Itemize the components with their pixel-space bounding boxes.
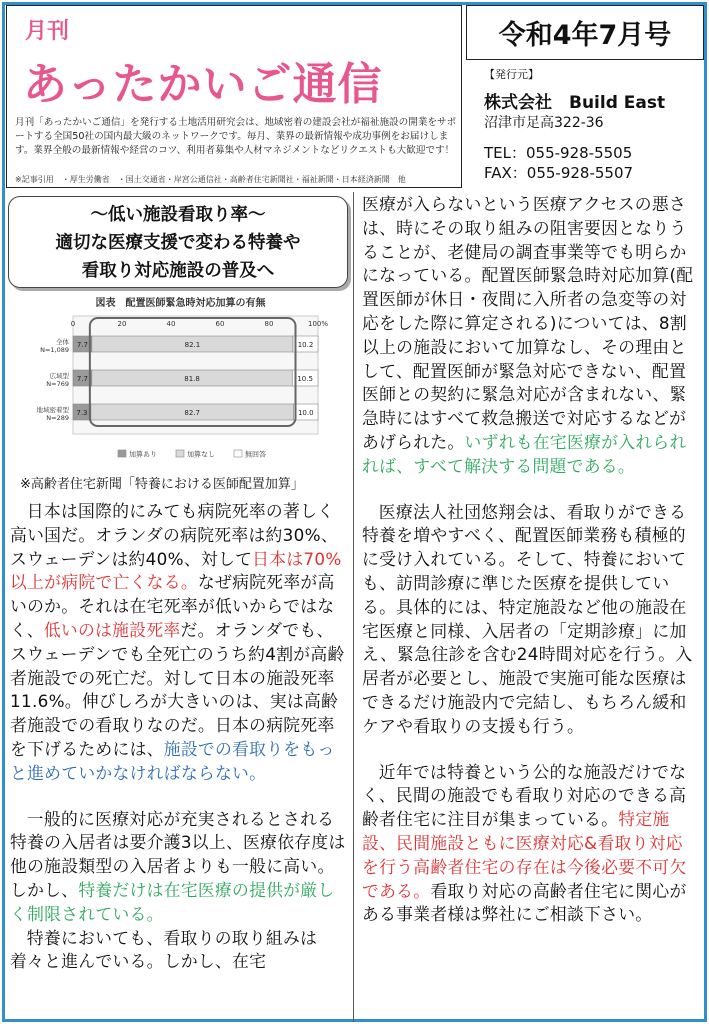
chart-svg: [8, 290, 353, 468]
text-span: 看取り対応の高齢者住宅に関心がある事業者様は弊社にご相談下さい。: [362, 880, 687, 925]
highlight-red: 特定施設、民間施設ともに医療対応&看取り対応を行う高齢者住宅の存在は今後必要不可欠である。: [362, 809, 687, 901]
data-label: 82.7: [184, 409, 200, 417]
legend-swatch: [118, 450, 126, 457]
category-n: N=289: [46, 414, 69, 422]
category-label: 地域密着型: [36, 406, 69, 414]
category-n: N=769: [46, 380, 69, 388]
data-label: 82.1: [184, 341, 201, 349]
publisher-fax: FAX：055-928-5507: [484, 164, 634, 182]
data-label: 7.3: [76, 409, 88, 417]
category-label: 広域型: [49, 372, 69, 380]
axis-tick-label: 60: [215, 320, 225, 328]
masthead-credits: ※記事引用 ・厚生労働省 ・国土交通省・岸宮公通信社・高齢者住宅新聞社・福祉新聞・日本経済新聞 他: [15, 175, 406, 184]
data-label: 10.2: [297, 341, 314, 349]
masthead-small-title: 月刊: [25, 19, 70, 44]
axis-tick-label: 40: [166, 320, 176, 328]
publisher-address: 沼津市足高322-36: [484, 115, 604, 131]
column-divider: [353, 192, 354, 1022]
publisher-company: 株式会社 Build East: [484, 93, 666, 113]
legend-swatch: [176, 450, 184, 457]
left-column: [10, 500, 350, 974]
chart-title: 図表 配置医師緊急時対応加算の有無: [95, 298, 266, 309]
legend-swatch: [234, 450, 242, 457]
headline-line-2: 適切な医療支援で変わる特養や: [55, 233, 301, 253]
legend-label: 無回答: [245, 450, 266, 459]
headline-line-3: 看取り対応施設の普及へ: [81, 261, 275, 281]
left-paragraph-1: [10, 500, 350, 786]
masthead: [6, 5, 462, 188]
data-label: 7.7: [76, 341, 89, 349]
data-label: 81.8: [184, 375, 200, 383]
axis-tick-label: 20: [117, 320, 127, 328]
category-n: N=1,089: [40, 346, 69, 354]
axis-tick-label: 100%: [307, 320, 329, 328]
highlight-blue: 施設での看取りをもっと進めていかなければならない。: [10, 738, 335, 783]
headline-line-1: ～低い施設看取り率～: [90, 205, 266, 225]
data-label: 7.7: [76, 375, 89, 383]
axis-tick-label: 0: [70, 320, 76, 328]
right-paragraph-1: [362, 193, 699, 479]
left-paragraph-3: 特養においても、看取りの取り組みは着々と進んでいる。しかし、在宅: [10, 927, 318, 972]
category-label: 全体: [56, 338, 69, 346]
masthead-intro: 月刊「あったかいご通信」を発行する土地活用研究会は、地域密着の建設会社が福祉施設の開業をサポートする全国50社の国内最大級のネットワークです。毎月、業界の最新情報や成功事例をお届けします。業界全般の最新情報や経営のコツ、利用者募集や人材マネジメントなどリクエストも大歓迎です！: [15, 117, 457, 156]
highlight-red: 低いのは施設死率: [43, 619, 181, 640]
text-span: 近年では特養という公的な施設だけでなく、民間の施設でも看取り対応のできる高齢者住宅に注目が集まっている。: [362, 761, 687, 830]
publisher-tel: TEL：055-928-5505: [484, 144, 633, 162]
text-span: 日本は国際的にみても病院死率の著しく高い国だ。オランダの病院死率は約30%、スウェーデンは約40%、対して: [10, 501, 338, 569]
legend-label: 加算あり: [129, 450, 157, 459]
figure-source: ※高齢者住宅新聞「特養における医師配置加算」: [20, 477, 304, 492]
publisher-label: 【発行元】: [484, 68, 539, 81]
right-paragraph-2: 医療法人社団悠翔会は、看取りができる特養を増やすべく、配置医師業務も積極的に受け入れている。そして、特養においても、訪問診療に準じた医療を提供している。具体的には、特定施設など他の施設在宅医療と同様、入居者の「定期診療」に加え、緊急往診を含む24時間対応を行う。入居者が必要とし、施設で実施可能な医療はできるだけ施設内で完結し、もちろん緩和ケアや看取りの支援も行う。: [362, 501, 693, 736]
issue-date: 令和4年7月号: [466, 5, 704, 60]
left-paragraph-2: [10, 808, 350, 927]
highlight-green: 特養だけは在宅医療の提供が厳しく制限されている。: [10, 879, 335, 924]
publisher-block: [466, 60, 704, 188]
text-span: 一般的に医療対応が充実されるとされる特養の入居者は要介護3以上、医療依存度は他の施設類型の入居者よりも一般に高い。しかし、: [10, 808, 346, 900]
article-headline: [8, 196, 348, 288]
text-span: なぜ病院死率が高いのか。それは在宅死率が低いからではなく、: [10, 572, 335, 640]
data-label: 10.5: [297, 375, 313, 383]
text-span: だ。オランダでも、スウェーデンでも全死亡のうち約4割が高齢者施設での死亡だ。対して日本の施設死率11.6%。伸びしろが大きいのは、実は高齢者施設での看取りなのだ。日本の病院死率を下げるためには、: [10, 619, 345, 759]
right-column: [362, 193, 699, 927]
figure-chart: [8, 290, 353, 468]
highlight-red: 日本は70%以上が病院で亡くなる。: [10, 548, 342, 593]
legend-label: 加算なし: [187, 450, 215, 459]
masthead-title: あったかいご通信: [23, 59, 383, 110]
text-span: 医療が入らないという医療アクセスの悪さは、時にその取り組みの阻害要因となりうることが、老健局の調査事業等でも明らかになっている。配置医師緊急時対応加算(配置医師が休日・夜間に入所者の急変等の対応をした際に算定される)については、8割以上の施設において加算なし、その理由として、配置医師が緊急対応できない、配置医師との契約に緊急対応が含まれない、緊急時にはすべて救急搬送で対応するなどがあげられた。: [362, 194, 694, 452]
axis-tick-label: 80: [264, 320, 274, 328]
highlight-green: いずれも在宅医療が入れられれば、すべて解決する問題である。: [362, 431, 687, 476]
data-label: 10.0: [297, 409, 314, 417]
right-paragraph-3: [362, 761, 699, 928]
